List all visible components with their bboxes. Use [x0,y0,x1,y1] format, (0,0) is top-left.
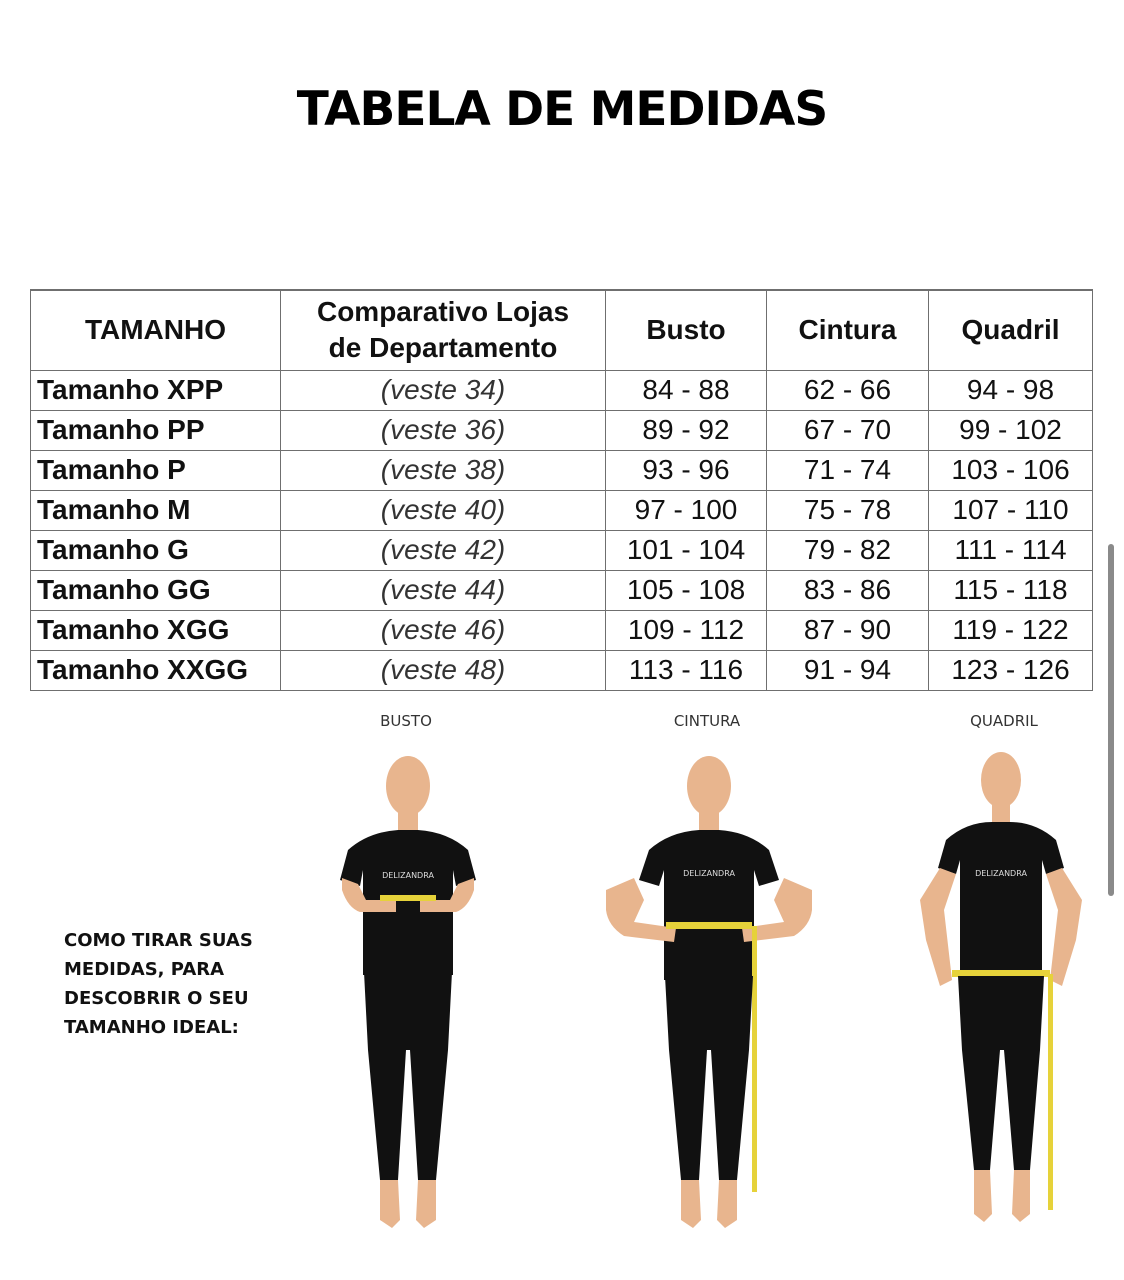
cell-busto: 97 - 100 [606,490,767,530]
cell-size: Tamanho XGG [31,610,281,650]
shirt-brand-1: DELIZANDRA [382,871,434,880]
table-row [31,650,1093,690]
cell-quadril: 123 - 126 [929,650,1093,690]
table-row [31,370,1093,410]
cell-busto: 93 - 96 [606,450,767,490]
figure-label-cintura: CINTURA [673,712,741,730]
cell-cintura: 62 - 66 [767,370,929,410]
cell-equiv: (veste 38) [281,450,606,490]
header-busto: Busto [606,290,767,370]
cell-size: Tamanho GG [31,570,281,610]
cell-equiv: (veste 48) [281,650,606,690]
cell-quadril: 94 - 98 [929,370,1093,410]
cell-busto: 89 - 92 [606,410,767,450]
table-body [31,370,1093,690]
cell-cintura: 71 - 74 [767,450,929,490]
cell-quadril: 99 - 102 [929,410,1093,450]
cell-cintura: 79 - 82 [767,530,929,570]
cell-cintura: 91 - 94 [767,650,929,690]
figure-label-busto: BUSTO [380,712,432,730]
cell-size: Tamanho P [31,450,281,490]
cell-quadril: 119 - 122 [929,610,1093,650]
cell-quadril: 107 - 110 [929,490,1093,530]
cell-size: Tamanho XPP [31,370,281,410]
size-table [30,289,1093,691]
mannequin-quadril-image [916,750,1086,1240]
table-row [31,530,1093,570]
header-comparativo [281,290,606,370]
table-row [31,610,1093,650]
cell-busto: 109 - 112 [606,610,767,650]
table-row [31,490,1093,530]
cell-cintura: 75 - 78 [767,490,929,530]
cell-quadril: 111 - 114 [929,530,1093,570]
shirt-brand-3: DELIZANDRA [975,869,1027,878]
cell-cintura: 67 - 70 [767,410,929,450]
mannequin-busto-image [308,750,508,1240]
cell-busto: 101 - 104 [606,530,767,570]
cell-size: Tamanho M [31,490,281,530]
cell-equiv: (veste 40) [281,490,606,530]
figure-label-quadril: QUADRIL [970,712,1038,730]
header-comparativo-line1: Comparativo Lojas [316,296,570,328]
cell-cintura: 83 - 86 [767,570,929,610]
table-row [31,570,1093,610]
shirt-brand-2: DELIZANDRA [683,869,735,878]
header-quadril: Quadril [929,290,1093,370]
header-cintura: Cintura [767,290,929,370]
cell-busto: 105 - 108 [606,570,767,610]
cell-equiv: (veste 46) [281,610,606,650]
table-row [31,450,1093,490]
header-comparativo-line2: de Departamento [328,332,558,364]
cell-size: Tamanho PP [31,410,281,450]
page-title: TABELA DE MEDIDAS [296,82,828,137]
cell-busto: 84 - 88 [606,370,767,410]
how-to-measure-text: COMO TIRAR SUAS MEDIDAS, PARA DESCOBRIR O SEU TAMANHO IDEAL: [64,930,253,1038]
table-header-row [31,290,1093,370]
cell-busto: 113 - 116 [606,650,767,690]
cell-equiv: (veste 34) [281,370,606,410]
cell-quadril: 115 - 118 [929,570,1093,610]
mannequin-cintura-image [604,750,814,1240]
header-tamanho: TAMANHO [31,290,281,370]
cell-cintura: 87 - 90 [767,610,929,650]
cell-equiv: (veste 42) [281,530,606,570]
cell-quadril: 103 - 106 [929,450,1093,490]
cell-equiv: (veste 36) [281,410,606,450]
cell-size: Tamanho XXGG [31,650,281,690]
cell-size: Tamanho G [31,530,281,570]
page-scrollbar[interactable] [1108,544,1114,896]
cell-equiv: (veste 44) [281,570,606,610]
table-row [31,410,1093,450]
